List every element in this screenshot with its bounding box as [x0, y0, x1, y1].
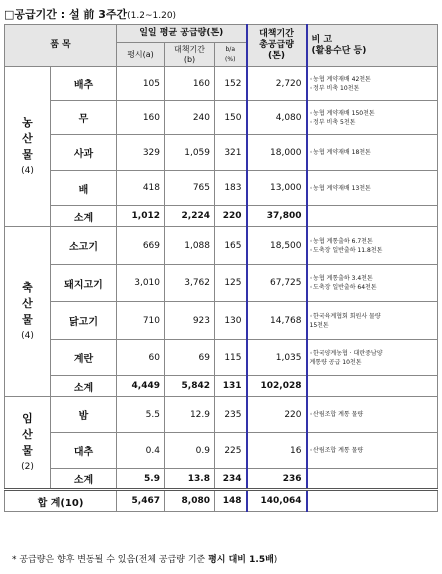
remark-line: 계통량 공급 10천톤: [309, 358, 362, 366]
remark-line: ◦농협 계약재배 42천톤: [309, 75, 371, 83]
remark-line: ◦산림조합 계통 물량: [309, 447, 364, 454]
total-value: 13,000: [247, 171, 307, 206]
remark-line: ◦한국양계농협 · 대란중남양: [309, 349, 383, 357]
subtotal-normal: 4,449: [117, 376, 165, 397]
remark-line: ◦한국육계협회 회원사 물량: [309, 312, 381, 320]
footnote-text: * 공급량은 향후 변동될 수 있음(전체 공급량 기준: [12, 555, 209, 565]
subtotal-remark: [307, 469, 438, 490]
normal-value: 60: [117, 340, 165, 376]
normal-value: 418: [117, 171, 165, 206]
remark-cell: [307, 101, 438, 135]
header-special: [165, 43, 215, 67]
header-row-1: [5, 25, 438, 43]
remark-line: 15천톤: [309, 321, 329, 329]
header-remark: [307, 25, 438, 67]
header-remark-l2: (활용수단 등): [311, 45, 367, 56]
grand-special: 8,080: [165, 490, 215, 512]
remark-line: ◦농협 계약재배 150천톤: [309, 109, 375, 117]
category-cell: [5, 227, 51, 397]
category-cell: [5, 67, 51, 227]
subtotal-total: 37,800: [247, 206, 307, 227]
normal-value: 160: [117, 101, 165, 135]
subtotal-label: 소계: [51, 376, 117, 397]
remark-line: ◦도축장 일반출하 64천톤: [309, 284, 377, 291]
total-value: 18,500: [247, 227, 307, 265]
header-ratio-l1: b/a: [225, 45, 235, 53]
header-remark-l1: 비 고: [311, 34, 333, 45]
normal-value: 710: [117, 302, 165, 340]
ratio-value: 235: [215, 397, 247, 433]
normal-value: 105: [117, 67, 165, 101]
grand-normal: 5,467: [117, 490, 165, 512]
category-count: (4): [21, 330, 34, 341]
special-value: 1,088: [165, 227, 215, 265]
remark-line: ◦농협 계통출하 3.4천톤: [309, 275, 373, 282]
ratio-value: 152: [215, 67, 247, 101]
subtotal-normal: 5.9: [117, 469, 165, 490]
category-count: (2): [21, 461, 34, 472]
subtotal-normal: 1,012: [117, 206, 165, 227]
remark-cell: [307, 135, 438, 171]
ratio-value: 125: [215, 265, 247, 302]
category-name: 임 산 물: [22, 411, 33, 457]
item-name: 돼지고기: [51, 265, 117, 302]
special-value: 765: [165, 171, 215, 206]
subtotal-row: [5, 469, 438, 490]
subtotal-remark: [307, 376, 438, 397]
special-value: 240: [165, 101, 215, 135]
footnote-bold: 평시 대비 1.5배: [208, 555, 274, 565]
header-total-unit: (톤): [268, 51, 285, 61]
remark-line: ◦농협 계약재배 18천톤: [309, 149, 371, 156]
title-period: (1.2~1.20): [127, 11, 177, 21]
category-name: 농 산 물: [22, 115, 33, 161]
ratio-value: 130: [215, 302, 247, 340]
item-name: 소고기: [51, 227, 117, 265]
header-ratio-l2: (%): [225, 55, 236, 63]
category-count: (4): [21, 165, 34, 176]
header-total-l1: 대책기간: [259, 29, 294, 39]
header-total-l2: 총공급량: [259, 40, 294, 50]
header-total: [247, 25, 307, 67]
remark-cell: [307, 433, 438, 469]
remark-line: ◦정부 비축 10천톤: [309, 84, 360, 92]
item-name: 배추: [51, 67, 117, 101]
table-row: [5, 227, 438, 265]
remark-line: ◦도축장 일반출하 11.8천톤: [309, 246, 383, 254]
item-name: 사과: [51, 135, 117, 171]
footnote: [12, 552, 277, 565]
remark-cell: [307, 67, 438, 101]
supply-table: [4, 24, 438, 512]
item-name: 대추: [51, 433, 117, 469]
grand-total-label: 합 계(10): [5, 490, 117, 512]
ratio-value: 225: [215, 433, 247, 469]
normal-value: 669: [117, 227, 165, 265]
grand-remark: [307, 490, 438, 512]
normal-value: 3,010: [117, 265, 165, 302]
table-row: [5, 397, 438, 433]
remark-cell: [307, 171, 438, 206]
subtotal-ratio: 220: [215, 206, 247, 227]
total-value: 4,080: [247, 101, 307, 135]
total-value: 16: [247, 433, 307, 469]
title-main: □공급기간 : 설 前 3주간: [4, 8, 128, 21]
subtotal-label: 소계: [51, 469, 117, 490]
item-name: 닭고기: [51, 302, 117, 340]
subtotal-ratio: 131: [215, 376, 247, 397]
subtotal-ratio: 234: [215, 469, 247, 490]
remark-cell: [307, 227, 438, 265]
ratio-value: 321: [215, 135, 247, 171]
grand-ratio: 148: [215, 490, 247, 512]
subtotal-remark: [307, 206, 438, 227]
special-value: 3,762: [165, 265, 215, 302]
total-value: 220: [247, 397, 307, 433]
subtotal-label: 소계: [51, 206, 117, 227]
subtotal-total: 236: [247, 469, 307, 490]
footnote-end: ): [273, 555, 278, 565]
item-name: 밤: [51, 397, 117, 433]
table-row: [5, 340, 438, 376]
header-daily: 일일 평균 공급량(톤): [117, 25, 247, 43]
table-row: [5, 302, 438, 340]
header-special-l1: 대책기간: [174, 44, 205, 54]
header-normal: 평시(a): [117, 43, 165, 67]
table-row: [5, 433, 438, 469]
table-row: [5, 171, 438, 206]
ratio-value: 183: [215, 171, 247, 206]
normal-value: 5.5: [117, 397, 165, 433]
item-name: 무: [51, 101, 117, 135]
special-value: 69: [165, 340, 215, 376]
subtotal-special: 5,842: [165, 376, 215, 397]
subtotal-special: 2,224: [165, 206, 215, 227]
subtotal-row: [5, 376, 438, 397]
remark-line: ◦산림조합 계통 물량: [309, 411, 364, 418]
table-row: [5, 135, 438, 171]
grand-total: 140,064: [247, 490, 307, 512]
table-row: [5, 101, 438, 135]
header-item: 품 목: [5, 25, 117, 67]
total-value: 1,035: [247, 340, 307, 376]
header-special-l2: (b): [183, 54, 196, 64]
header-ratio: [215, 43, 247, 67]
page-title: [4, 6, 176, 22]
ratio-value: 150: [215, 101, 247, 135]
remark-line: ◦농협 계통출하 6.7천톤: [309, 237, 373, 245]
remark-line: ◦농협 계약재배 13천톤: [309, 184, 371, 192]
normal-value: 0.4: [117, 433, 165, 469]
table-row: [5, 67, 438, 101]
grand-total-row: [5, 490, 438, 512]
total-value: 18,000: [247, 135, 307, 171]
total-value: 67,725: [247, 265, 307, 302]
remark-cell: [307, 265, 438, 302]
special-value: 12.9: [165, 397, 215, 433]
total-value: 14,768: [247, 302, 307, 340]
category-cell: [5, 397, 51, 490]
category-name: 축 산 물: [22, 280, 33, 326]
remark-cell: [307, 397, 438, 433]
ratio-value: 165: [215, 227, 247, 265]
remark-cell: [307, 302, 438, 340]
special-value: 0.9: [165, 433, 215, 469]
subtotal-total: 102,028: [247, 376, 307, 397]
total-value: 2,720: [247, 67, 307, 101]
special-value: 1,059: [165, 135, 215, 171]
table-row: [5, 265, 438, 302]
normal-value: 329: [117, 135, 165, 171]
ratio-value: 115: [215, 340, 247, 376]
remark-cell: [307, 340, 438, 376]
remark-line: ◦정부 비축 5천톤: [309, 118, 356, 126]
special-value: 923: [165, 302, 215, 340]
subtotal-special: 13.8: [165, 469, 215, 490]
subtotal-row: [5, 206, 438, 227]
special-value: 160: [165, 67, 215, 101]
item-name: 배: [51, 171, 117, 206]
item-name: 계란: [51, 340, 117, 376]
